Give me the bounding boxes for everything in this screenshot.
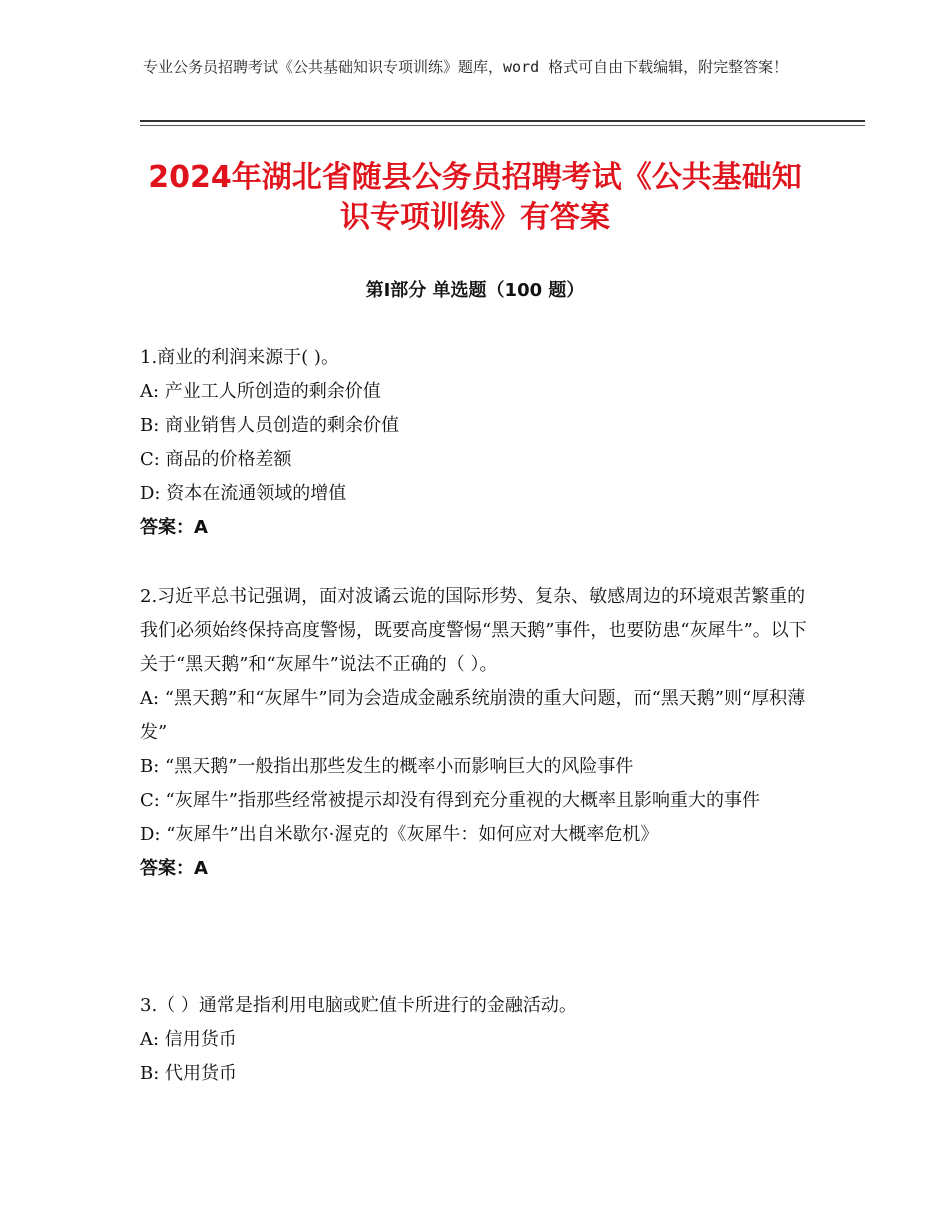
option-c: C: 商品的价格差额	[140, 449, 292, 470]
document-title: 2024年湖北省随县公务员招聘考试《公共基础知识专项训练》有答案	[148, 160, 802, 235]
question-3	[140, 989, 820, 1091]
option-a: A: 产业工人所创造的剩余价值	[140, 381, 381, 402]
answer: 答案：A	[140, 858, 208, 879]
option-c: C: “灰犀牛”指那些经常被提示却没有得到充分重视的大概率且影响重大的事件	[140, 790, 760, 811]
section-title: 第Ⅰ部分 单选题（100 题）	[365, 280, 585, 301]
question-2	[140, 580, 820, 886]
header-divider-thin	[140, 125, 865, 126]
option-b: B: 商业销售人员创造的剩余价值	[140, 415, 400, 436]
answer: 答案：A	[140, 517, 208, 538]
option-b: B: 代用货币	[140, 1063, 238, 1084]
header-divider	[140, 120, 865, 122]
option-d: D: 资本在流通领域的增值	[140, 483, 347, 504]
option-b: B: “黑天鹅”一般指出那些发生的概率小而影响巨大的风险事件	[140, 756, 634, 777]
option-d: D: “灰犀牛”出自米歇尔·渥克的《灰犀牛：如何应对大概率危机》	[140, 824, 659, 845]
question-stem: 2.习近平总书记强调，面对波谲云诡的国际形势、复杂、敏感周边的环境艰苦繁重的我们必须始终保持高度警惕，既要高度警惕“黑天鹅”事件，也要防患“灰犀牛”。以下关于“黑天鹅”和“灰犀牛”说法不正确的（ ）。	[140, 586, 807, 675]
question-stem: 3.（ ）通常是指利用电脑或贮值卡所进行的金融活动。	[140, 995, 577, 1016]
question-stem: 1.商业的利润来源于( )。	[140, 347, 339, 368]
question-1	[140, 341, 820, 545]
option-a: A: “黑天鹅”和“灰犀牛”同为会造成金融系统崩溃的重大问题，而“黑天鹅”则“厚积薄发”	[140, 688, 806, 743]
option-a: A: 信用货币	[140, 1029, 237, 1050]
header-note: 专业公务员招聘考试《公共基础知识专项训练》题库，word 格式可自由下载编辑，附完整答案！	[143, 58, 789, 76]
